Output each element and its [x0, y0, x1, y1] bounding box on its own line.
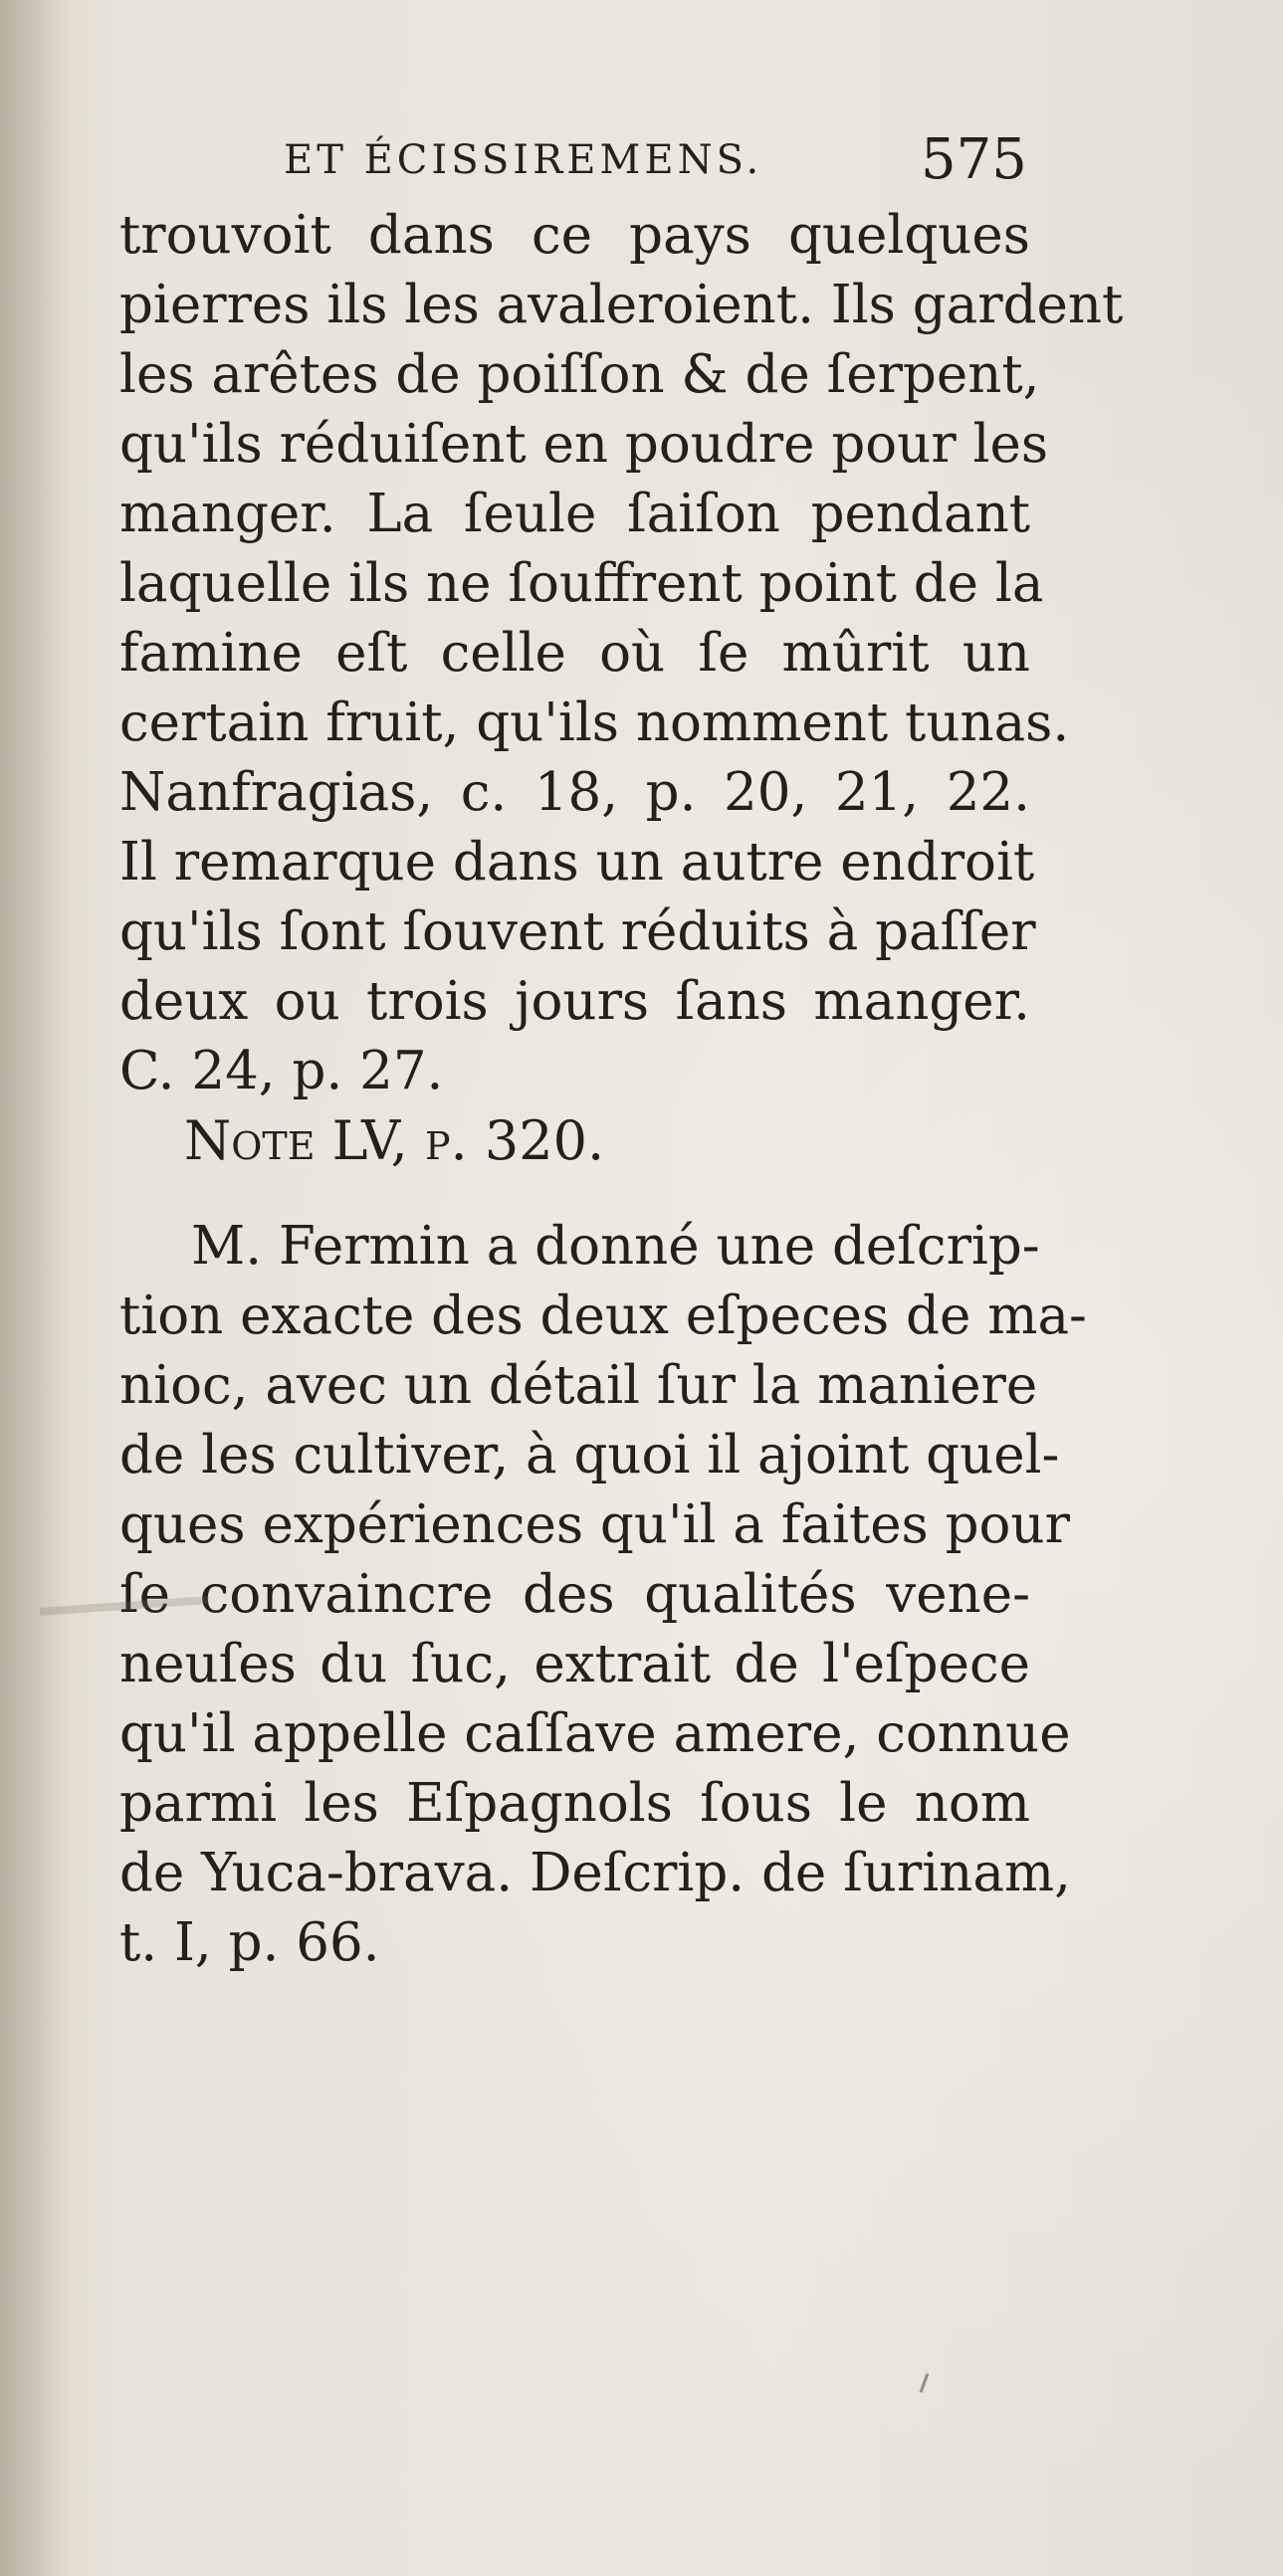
text-line: de Yuca-brava. Deſcrip. de ſurinam,: [119, 1843, 1072, 1903]
text-line: famine eſt celle où ſe mûrit un: [119, 623, 1030, 684]
page-gutter-shadow: [0, 0, 70, 2576]
page-number: 575: [921, 127, 1027, 192]
text-line: C. 24, p. 27.: [119, 1041, 444, 1101]
text-line: parmi les Eſpagnols ſous le nom: [119, 1773, 1030, 1834]
text-line: certain fruit, qu'ils nomment tunas.: [119, 693, 1070, 753]
page-header: [119, 117, 1035, 207]
paper-mark: [920, 2373, 930, 2393]
text-line: tion exacte des deux eſpeces de ma-: [119, 1286, 1087, 1346]
running-head: ET ÉCISSIREMENS.: [284, 137, 763, 183]
text-line: manger. La ſeule ſaiſon pendant: [119, 484, 1030, 544]
text-line: Il remarque dans un autre endroit: [119, 832, 1035, 892]
text-line: M. Fermin a donné une deſcrip-: [191, 1216, 1040, 1277]
text-line: qu'ils réduiſent en poudre pour les: [119, 414, 1049, 475]
text-line: trouvoit dans ce pays quelques: [119, 205, 1030, 266]
text-line: ques expériences qu'il a faites pour: [119, 1494, 1070, 1555]
text-line: qu'il appelle caſſave amere, connue: [119, 1703, 1071, 1764]
text-line: les arêtes de poiſſon & de ſerpent,: [119, 344, 1040, 405]
text-line: de les cultiver, à quoi il ajoint quel-: [119, 1425, 1060, 1486]
text-line: Nanfragias, c. 18, p. 20, 21, 22.: [119, 762, 1030, 823]
text-line: ſe convaincre des qualités vene-: [119, 1564, 1030, 1625]
text-line: qu'ils ſont ſouvent réduits à paſſer: [119, 901, 1036, 962]
text-line: pierres ils les avaleroient. Ils gardent: [119, 275, 1124, 335]
text-line: laquelle ils ne ſouffrent point de la: [119, 553, 1044, 614]
note-heading: Note LV, p. 320.: [184, 1109, 605, 1172]
text-line: deux ou trois jours ſans manger.: [119, 971, 1030, 1032]
text-line: nioc, avec un détail ſur la maniere: [119, 1355, 1038, 1416]
text-line: t. I, p. 66.: [119, 1912, 380, 1973]
text-line: neuſes du ſuc, extrait de l'eſpece: [119, 1634, 1030, 1694]
